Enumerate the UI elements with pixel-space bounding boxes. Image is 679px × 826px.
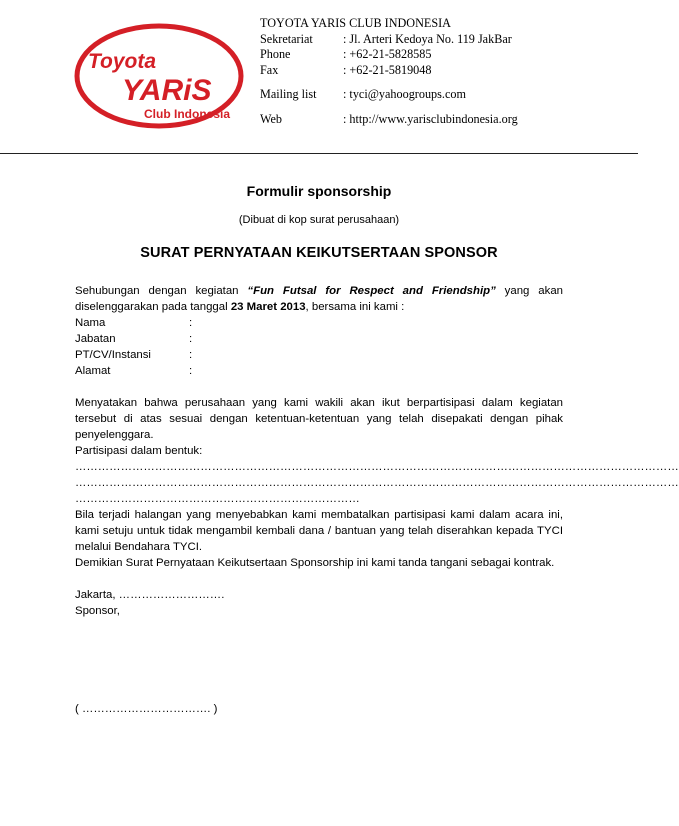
field-nama: Nama : [75,317,193,329]
participation-blank-2: …………………………………………………………………………………………………………………………………………… [75,477,679,489]
header-row-web [260,112,620,128]
logo-text-club: Club Indonesia [144,107,231,121]
field-jabatan: Jabatan : [75,333,193,345]
sponsor-label: Sponsor, [75,605,120,617]
field-alamat: Alamat : [75,365,193,377]
header-value: : tyci@yahoogroups.com [343,87,466,101]
header-row-sekretariat [260,32,620,48]
form-title: Formulir sponsorship [246,183,392,199]
form-subtitle: (Dibuat di kop surat perusahaan) [238,214,400,226]
letter-body [75,283,679,717]
header-value: : http://www.yarisclubindonesia.org [343,111,518,126]
participation-label: Partisipasi dalam bentuk: [75,445,203,457]
statement-line-3: penyelenggara. [75,429,154,441]
intro-line-1: Sehubungan dengan kegiatan “Fun Futsal for Respect and Friendship” yang akan [75,285,563,297]
participation-blank-1: …………………………………………………………………………………………………………………………………………… [75,461,679,473]
header-row-fax [260,63,620,79]
intro-line-2: diselenggarakan pada tanggal 23 Maret 2013, bersama ini kami : [75,301,405,313]
org-name: TOYOTA YARIS CLUB INDONESIA [260,16,451,30]
header-value: : Jl. Arteri Kedoya No. 119 JakBar [343,31,512,46]
cancel-line-3: melalui Bendahara TYCI. [75,541,203,553]
header-label: Sekretariat [260,31,313,46]
header-label: Web [260,111,283,126]
cancel-line-2: kami setuju untuk tidak mengambil kembali dana / bantuan yang telah diserahkan kepada TYCI [75,525,563,537]
closing-statement: Demikian Surat Pernyataan Keikutsertaan Sponsorship ini kami tanda tangani sebagai kontrak. [75,557,555,569]
statement-line-2: tersebut di atas sesuai dengan ketentuan-ketentuan yang telah disepakati dengan pihak [75,413,563,425]
header-divider [0,153,638,154]
header-row-phone [260,47,620,63]
place-date: Jakarta, ………………………. [75,589,225,601]
signature-line: ( ……………………………. ) [75,703,218,715]
cancel-line-1: Bila terjadi halangan yang menyebabkan kami membatalkan partisipasi kami dalam acara ini, [75,509,563,521]
field-instansi: PT/CV/Instansi : [75,349,193,361]
header-label: Mailing list [260,87,317,101]
header-label: Fax [260,62,279,77]
letterhead [260,16,620,127]
logo-text-toyota: Toyota [88,50,157,73]
header-row-mailing-list [260,87,620,103]
toyota-yaris-club-logo [74,22,244,130]
header-label: Phone [260,47,291,61]
header-value: : +62-21-5828585 [343,47,432,61]
participation-blank-3: ………………………………………………………………… [75,493,360,505]
logo-text-yaris: YARiS [122,74,212,107]
statement-line-1: Menyatakan bahwa perusahaan yang kami wakili akan ikut berpartisipasi dalam kegiatan [75,397,563,409]
header-value: : +62-21-5819048 [343,62,432,77]
letter-heading: SURAT PERNYATAAN KEIKUTSERTAAN SPONSOR [140,245,498,261]
